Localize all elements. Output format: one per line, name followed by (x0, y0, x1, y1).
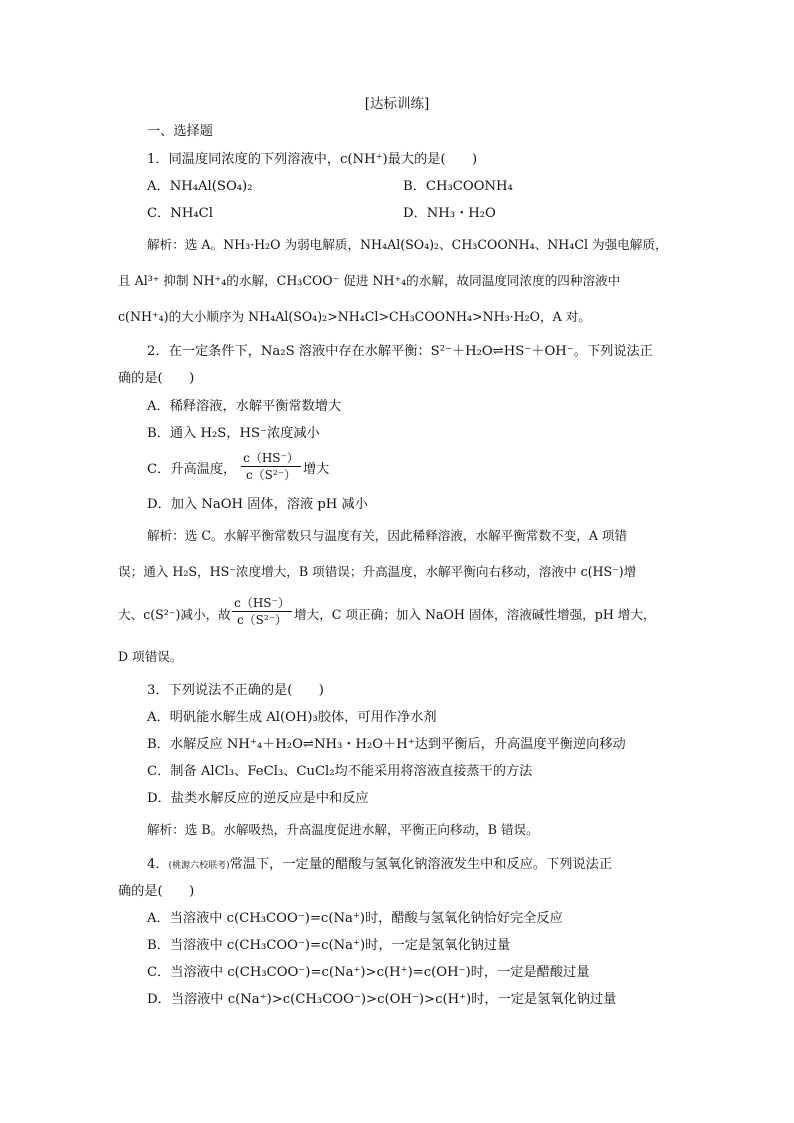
q4-option-c: C．当溶液中 c(CH₃COO⁻)=c(Na⁺)>c(H⁺)=c(OH⁻)时，一定是醋酸过量 (147, 965, 590, 980)
q2-option-a: A．稀释溶液，水解平衡常数增大 (147, 399, 342, 414)
q2-stem-cont: 确的是( ) (118, 371, 195, 386)
q2-analysis-line: D 项错误。 (118, 649, 183, 664)
q4-stem-text: 常温下，一定量的醋酸与氢氧化钠溶液发生中和反应。下列说法正 (229, 857, 613, 872)
q3-option-c: C．制备 AlCl₃、FeCl₃、CuCl₂均不能采用将溶液直接蒸干的方法 (147, 764, 533, 779)
q2-option-c-prefix: C．升高温度， (147, 462, 237, 477)
q1-option-d: D．NH₃・H₂O (403, 206, 496, 221)
q2-analysis-suffix: 增大，C 项正确；加入 NaOH 固体，溶液碱性增强，pH 增大， (294, 607, 656, 622)
q1-stem: 1．同温度同浓度的下列溶液中，c(NH⁺)最大的是( ) (147, 152, 478, 167)
q3-option-d: D．盐类水解反应的逆反应是中和反应 (147, 791, 369, 806)
q3-analysis: 解析：选 B。水解吸热，升高温度促进水解，平衡正向移动，B 错误。 (147, 822, 539, 837)
q1-option-c: C．NH₄Cl (147, 206, 213, 221)
page-title: [达标训练] (364, 96, 430, 112)
q4-option-b: B．当溶液中 c(CH₃COO⁻)=c(Na⁺)时，一定是氢氧化钠过量 (147, 938, 511, 953)
fraction-numerator: c（HS⁻） (243, 451, 299, 465)
q4-stem: 4．(桃源六校联考)常温下，一定量的醋酸与氢氧化钠溶液发生中和反应。下列说法正 (147, 857, 613, 872)
fraction-denominator: c（S²⁻） (236, 613, 288, 627)
section-heading: 一、选择题 (147, 124, 213, 139)
q1-analysis-line: c(NH⁺₄)的大小顺序为 NH₄Al(SO₄)₂>NH₄Cl>CH₃COONH₄>NH₃·H₂O，A 对。 (118, 309, 591, 324)
q2-analysis-fraction (232, 596, 292, 627)
fraction-numerator: c（HS⁻） (234, 596, 290, 610)
q4-source-tag: (桃源六校联考) (168, 861, 230, 871)
q3-option-b: B．水解反应 NH⁺₄＋H₂O⇌NH₃・H₂O＋H⁺达到平衡后，升高温度平衡逆向移动 (147, 737, 626, 752)
q1-analysis-line: 且 Al³⁺ 抑制 NH⁺₄的水解，CH₃COO⁻ 促进 NH⁺₄的水解，故同温度同浓度的四种溶液中 (118, 273, 621, 288)
q2-option-c-fraction (241, 451, 301, 482)
q4-option-d: D．当溶液中 c(Na⁺)>c(CH₃COO⁻)>c(OH⁻)>c(H⁺)时，一定是氢氧化钠过量 (147, 992, 617, 1007)
q1-option-a: A．NH₄Al(SO₄)₂ (147, 179, 253, 194)
fraction-denominator: c（S²⁻） (245, 468, 297, 482)
q3-stem: 3．下列说法不正确的是( ) (147, 683, 324, 698)
q2-option-d: D．加入 NaOH 固体，溶液 pH 减小 (147, 497, 368, 512)
q2-analysis-prefix: 大、c(S²⁻)减小，故 (118, 607, 231, 622)
q2-stem: 2．在一定条件下，Na₂S 溶液中存在水解平衡：S²⁻＋H₂O⇌HS⁻＋OH⁻。下列说法正 (147, 344, 653, 359)
q3-option-a: A．明矾能水解生成 Al(OH)₃胶体，可用作净水剂 (147, 710, 437, 725)
q1-analysis-line: 解析：选 A。NH₃·H₂O 为弱电解质，NH₄Al(SO₄)₂、CH₃COONH₄、NH₄Cl 为强电解质， (147, 237, 668, 252)
q2-option-b: B．通入 H₂S，HS⁻浓度减小 (147, 426, 320, 441)
q2-option-c-suffix: 增大 (303, 462, 330, 477)
q4-option-a: A．当溶液中 c(CH₃COO⁻)=c(Na⁺)时，醋酸与氢氧化钠恰好完全反应 (147, 911, 563, 926)
q1-option-b: B．CH₃COONH₄ (403, 179, 513, 194)
q2-analysis-line: 误；通入 H₂S，HS⁻浓度增大，B 项错误；升高温度，水解平衡向右移动，溶液中 c(HS⁻)增 (118, 564, 637, 579)
q2-analysis-line: 解析：选 C。水解平衡常数只与温度有关，因此稀释溶液，水解平衡常数不变，A 项错 (147, 528, 628, 543)
q4-stem-cont: 确的是( ) (118, 884, 195, 899)
